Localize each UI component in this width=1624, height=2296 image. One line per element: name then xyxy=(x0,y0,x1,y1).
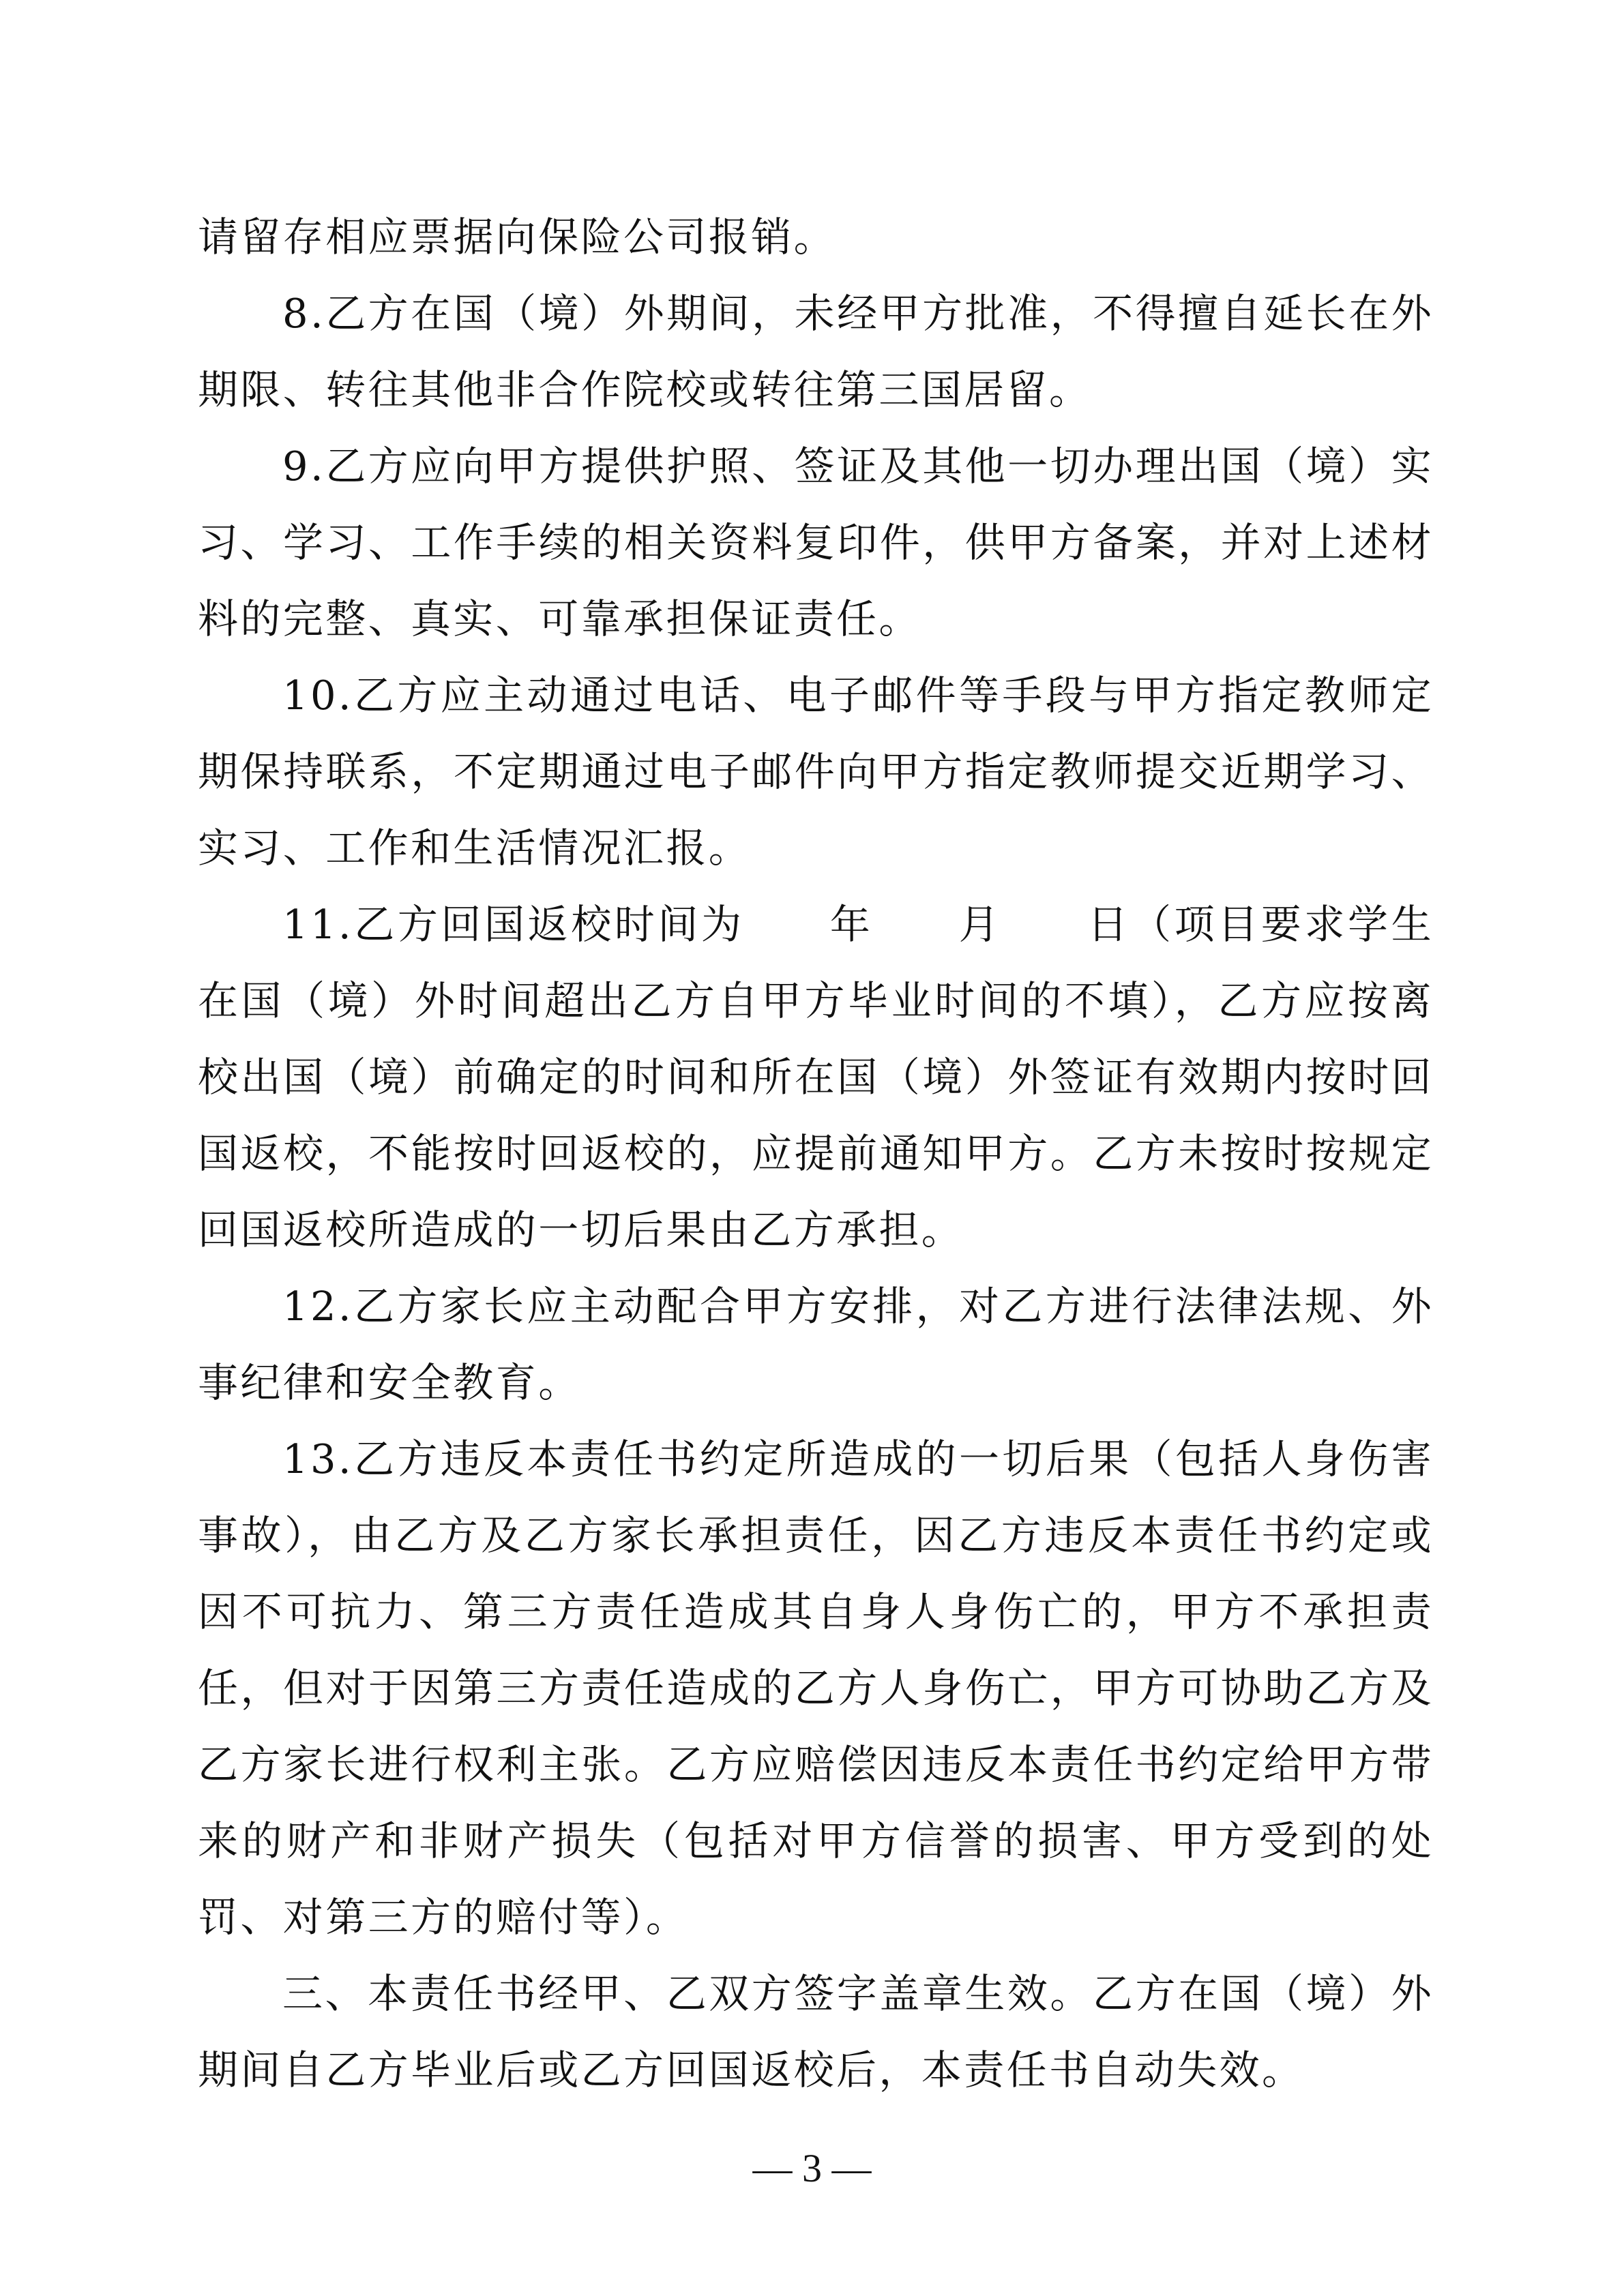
paragraph-item-11 xyxy=(198,886,1434,1268)
item-11-lead-text: 11.乙方回国返校时间为 xyxy=(282,901,745,948)
paragraph-item-12: 12.乙方家长应主动配合甲方安排，对乙方进行法律法规、外事纪律和安全教育。 xyxy=(198,1283,1434,1406)
paragraph-continuation: 请留存相应票据向保险公司报销。 xyxy=(198,213,837,260)
paragraph-item-9: 9.乙方应向甲方提供护照、签证及其他一切办理出国（境）实习、学习、工作手续的相关资料复印件，供甲方备案，并对上述材料的完整、真实、可靠承担保证责任。 xyxy=(198,443,1434,642)
paragraph-section-three: 三、本责任书经甲、乙双方签字盖章生效。乙方在国（境）外期间自乙方毕业后或乙方回国返校后，本责任书自动失效。 xyxy=(198,1970,1434,2093)
paragraph-item-8: 8.乙方在国（境）外期间，未经甲方批准，不得擅自延长在外期限、转往其他非合作院校或转往第三国居留。 xyxy=(198,290,1434,413)
paragraph-item-13: 13.乙方违反本责任书约定所造成的一切后果（包括人身伤害事故），由乙方及乙方家长承担责任，因乙方违反本责任书约定或因不可抗力、第三方责任造成其自身人身伤亡的，甲方不承担责任，但对于因第三方责任造成的乙方人身伤亡，甲方可协助乙方及乙方家长进行权利主张。乙方应赔偿因违反本责任书约定给甲方带来的财产和非财产损失（包括对甲方信誉的损害、甲方受到的处罚、对第三方的赔付等）。 xyxy=(198,1435,1434,1941)
day-label: 日 xyxy=(1087,901,1131,948)
paragraph-item-10: 10.乙方应主动通过电话、电子邮件等手段与甲方指定教师定期保持联系，不定期通过电子邮件向甲方指定教师提交近期学习、实习、工作和生活情况汇报。 xyxy=(198,672,1434,871)
document-body xyxy=(198,199,1434,2108)
page-number: — 3 — xyxy=(752,2146,872,2190)
item-11-body-text: （项目要求学生在国（境）外时间超出乙方自甲方毕业时间的不填），乙方应按离校出国（境）前确定的时间和所在国（境）外签证有效期内按时回国返校，不能按时回返校的，应提前通知甲方。乙方未按时按规定回国返校所造成的一切后果由乙方承担。 xyxy=(198,901,1434,1253)
month-label: 月 xyxy=(958,901,1003,948)
year-label: 年 xyxy=(829,901,874,948)
